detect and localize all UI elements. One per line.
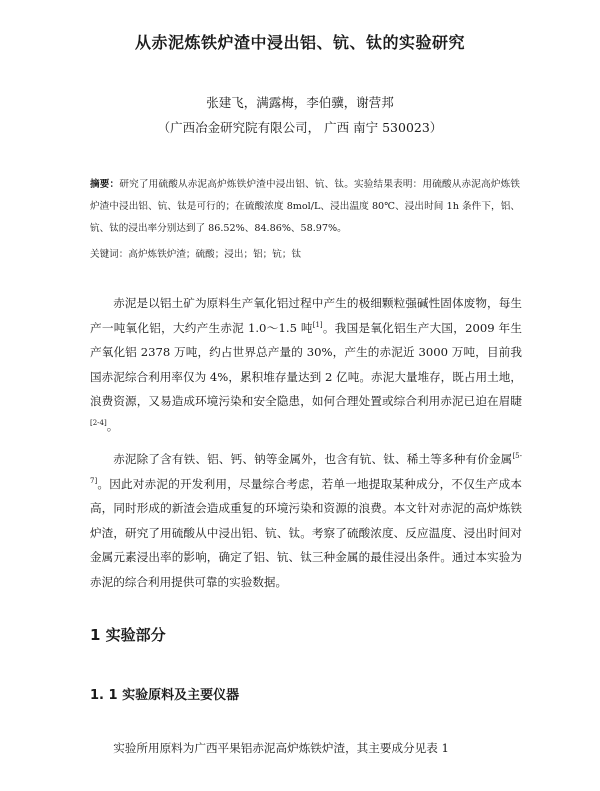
abstract bbox=[90, 174, 520, 240]
p1-text-b: 。我国是氧化铝生产大国，2009 年生产氧化铝 2378 万吨，约占世界总产量的 30%，产生的赤泥近 3000 万吨，目前我国赤泥综合利用率仅为 4%，累积堆存量达到 2 亿吨。赤泥大量堆存，既占用土地，浪费资源，又易造成环境污染和安全隐患，如何合理处置或综合利用赤泥已迫在眉睫 bbox=[90, 320, 522, 409]
p1-text-a: 赤泥是以铝土矿为原料生产氧化铝过程中产生的极细颗粒强碱性固体废物，每生产一吨氧化铝，大约产生赤泥 1.0～1.5 吨 bbox=[90, 296, 522, 335]
intro-paragraph-1 bbox=[90, 291, 522, 439]
section-heading: 1 实验部分 bbox=[90, 626, 166, 644]
keywords-label: 关键词： bbox=[90, 249, 129, 260]
p2-text-a: 赤泥除了含有铁、铝、钙、钠等金属外，也含有钪、钛、稀土等多种有价金属 bbox=[113, 452, 513, 466]
keywords bbox=[90, 245, 520, 265]
author-list: 张建飞，满露梅，李伯骥，谢营邦 bbox=[206, 95, 394, 110]
affiliation: （广西冶金研究院有限公司， 广西 南宁 530023） bbox=[157, 120, 443, 135]
citation-ref: [5-7] bbox=[90, 452, 522, 485]
abstract-label: 摘要： bbox=[90, 179, 120, 190]
abstract-text: 研究了用硫酸从赤泥高炉炼铁炉渣中浸出铝、钪、钛。实验结果表明：用硫酸从赤泥高炉炼铁炉渣中浸出铝、钪、钛是可行的；在硫酸浓度 8mol/L、浸出温度 80℃、浸出时间 1h 条件下，铝、钪、钛的浸出率分别达到了 86.52%、84.86%、58.97%。 bbox=[90, 179, 521, 234]
p1-text-c: 。 bbox=[106, 418, 119, 433]
paper-title: 从赤泥炼铁炉渣中浸出铝、钪、钛的实验研究 bbox=[134, 33, 465, 52]
materials-paragraph: 实验所用原料为广西平果铝赤泥高炉炼铁炉渣，其主要成分见表 1 bbox=[113, 741, 449, 755]
citation-ref: [2-4] bbox=[90, 419, 107, 428]
citation-ref: [1] bbox=[312, 320, 323, 329]
subsection-heading: 1. 1 实验原料及主要仪器 bbox=[90, 688, 240, 703]
keywords-text: 高炉炼铁炉渣；硫酸；浸出；铝；钪；钛 bbox=[128, 249, 302, 260]
p2-text-b: 。因此对赤泥的开发利用，尽量综合考虑，若单一地提取某种成分，不仅生产成本高，同时形成的新渣会造成重复的环境污染和资源的浪费。本文针对赤泥的高炉炼铁炉渣，研究了用硫酸从中浸出铝、钪、钛。考察了硫酸浓度、反应温度、浸出时间对金属元素浸出率的影响，确定了铝、钪、钛三种金属的最佳浸出条件。通过本实验为赤泥的综合利用提供可靠的实验数据。 bbox=[90, 476, 522, 589]
intro-paragraph-2 bbox=[90, 447, 522, 595]
